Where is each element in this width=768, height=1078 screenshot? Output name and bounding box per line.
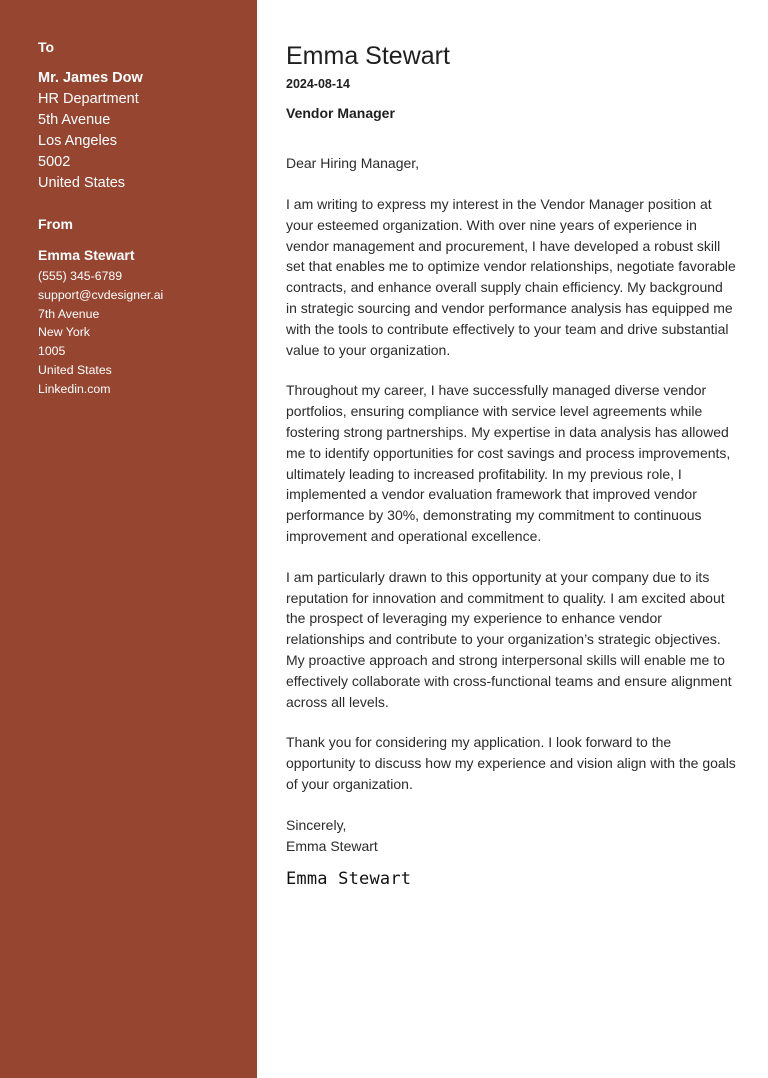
signature: Emma Stewart xyxy=(286,868,412,889)
sender-country: United States xyxy=(38,362,112,377)
sender-heading: From xyxy=(38,216,73,232)
recipient-zip: 5002 xyxy=(38,154,71,170)
paragraph: Thank you for considering my application. I look forward to the opportunity to discuss how my experience and vision align with the goals of your organization. xyxy=(286,734,736,792)
paragraph: Throughout my career, I have successfully managed diverse vendor portfolios, ensuring compliance with service level agreements while fostering strong partnerships. My expertise in data analysis has allowed me to identify opportunities for cost savings and process improvements, ultimately leading to increased profitability. In my previous role, I implemented a vendor evaluation framework that improved vendor performance by 30%, demonstrating my commitment to continuous improvement and operational excellence. xyxy=(286,382,731,544)
sender-block xyxy=(38,216,257,399)
recipient-department: HR Department xyxy=(38,91,139,107)
closing-name: Emma Stewart xyxy=(286,837,378,854)
recipient-city: Los Angeles xyxy=(38,133,118,149)
recipient-street: 5th Avenue xyxy=(38,112,111,128)
sender-street: 7th Avenue xyxy=(38,306,100,321)
recipient-block xyxy=(38,39,257,194)
paragraph: I am particularly drawn to this opportunity at your company due to its reputation for innovation and commitment to quality. I am excited about the prospect of leveraging my experience to enhance vendor relationships and contribute to your organization’s strategic objectives. My proactive approach and strong interpersonal skills will enable me to effectively collaborate with cross-functional teams and ensure alignment across all levels. xyxy=(286,568,732,710)
recipient-heading: To xyxy=(38,39,55,55)
recipient-name: Mr. James Dow xyxy=(38,70,143,86)
letter-date: 2024-08-14 xyxy=(286,77,350,91)
sender-name: Emma Stewart xyxy=(38,247,135,263)
sender-linkedin: Linkedin.com xyxy=(38,381,111,396)
sender-email: support@cvdesigner.ai xyxy=(38,287,164,302)
sender-zip: 1005 xyxy=(38,344,66,359)
page-title: Emma Stewart xyxy=(286,42,450,70)
sender-city: New York xyxy=(38,325,90,340)
sender-phone: (555) 345-6789 xyxy=(38,269,123,283)
closing-block xyxy=(286,815,736,857)
closing-text: Sincerely, xyxy=(286,816,347,833)
letter-body xyxy=(286,40,736,890)
recipient-country: United States xyxy=(38,175,126,191)
salutation: Dear Hiring Manager, xyxy=(286,155,420,171)
job-title: Vendor Manager xyxy=(286,105,395,121)
sidebar xyxy=(0,0,257,1078)
paragraph: I am writing to express my interest in the Vendor Manager position at your esteemed organization. With over nine years of experience in vendor management and procurement, I have developed a robust skill set that enables me to optimize vendor relationships, negotiate favorable contracts, and enhance overall supply chain efficiency. My background in strategic sourcing and vendor performance analysis has equipped me with the tools to contribute effectively to your team and drive substantial value to your organization. xyxy=(286,196,736,358)
